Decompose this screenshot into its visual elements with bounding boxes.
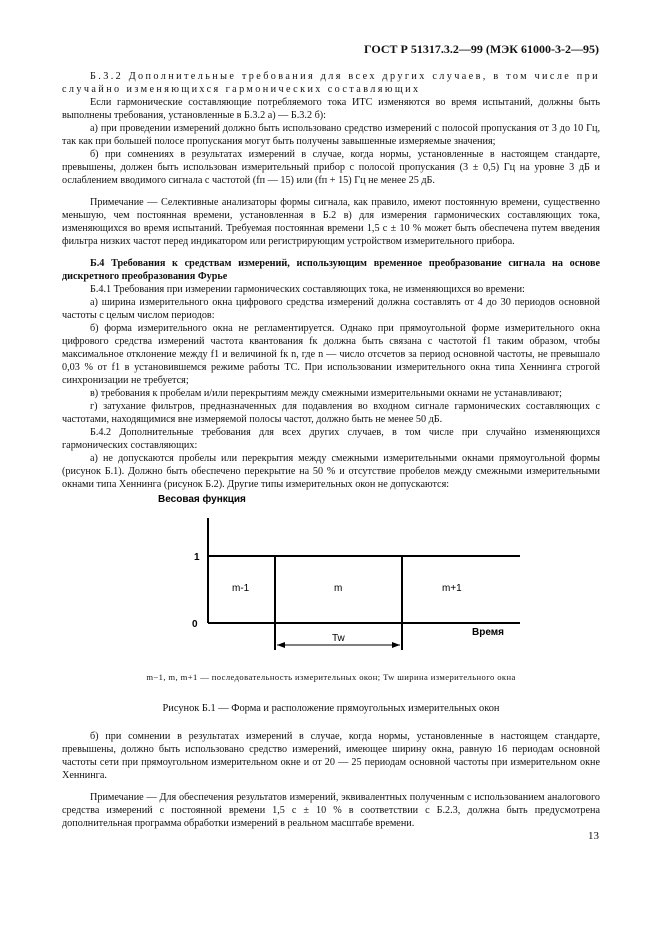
- section-b32-heading: Б.3.2 Дополнительные требования для всех других случаев, в том числе при случайно изменяющихся гармонических составляющих: [62, 71, 600, 95]
- x-axis-label: Время: [472, 627, 504, 638]
- y-tick-1: 1: [194, 552, 200, 563]
- paragraph: а) не допускаются пробелы или перекрытия между смежными измерительными окнами прямоугольной формы (рисунок Б.1). Должно быть обеспечено перекрытие на 50 % и отсутствие пробелов между смежными измерительными окнами типа Хеннинга (рисунок Б.2). Другие типы измерительных окон не допускаются:: [62, 453, 600, 490]
- tw-label: Tw: [332, 633, 345, 644]
- paragraph: б) при сомнении в результатах измерений в случае, когда нормы, установленные в настоящем стандарте, превышены, должно быть использовано средство измерений, имеющее ширину окна, равную 16 периодам основной частоты сети при прямоугольном измерительном окне и от 20 — 25 периодам основной частоты при измерительном окне Хеннинга.: [62, 731, 600, 781]
- window-label-m-1: m-1: [232, 583, 250, 594]
- paragraph: а) ширина измерительного окна цифрового средства измерений должна составлять от 4 до 30 периодов основной частоты с целым числом периодов:: [62, 297, 600, 321]
- document-body: [62, 70, 600, 491]
- paragraph: а) при проведении измерений должно быть использовано средство измерений с полосой пропускания от 3 до 10 Гц, так как при большей полосе пропускания могут быть получены завышенные измеряемые значения;: [62, 123, 600, 147]
- tw-arrow-left: [277, 642, 285, 648]
- note-paragraph: Примечание — Селективные анализаторы формы сигнала, как правило, имеют постоянную времени, существенно меньшую, чем постоянная времени, установленная в Б.2 в) для измерения гармонических составляющих тока, изменяющихся во время испытаний. Требуемая постоянная времени 1,5 с ± 10 % может быть обеспечена путем введения фильтра низких частот перед индикатором или регистрирующим устройством измерительного прибора.: [62, 197, 600, 247]
- window-label-m+1: m+1: [442, 583, 462, 594]
- y-axis-label: Весовая функция: [158, 494, 246, 505]
- document-body-continued: [62, 730, 600, 830]
- section-b4-heading: Б.4 Требования к средствам измерений, использующим временное преобразование сигнала на основе дискретного преобразования Фурье: [62, 258, 600, 282]
- figure-caption: Рисунок Б.1 — Форма и расположение прямоугольных измерительных окон: [162, 703, 500, 714]
- tw-arrow-right: [392, 642, 400, 648]
- page-number: 13: [588, 830, 599, 842]
- paragraph: в) требования к пробелам и/или перекрытиям между смежными измерительными окнами не устанавливают;: [90, 388, 562, 399]
- window-label-m: m: [334, 583, 343, 594]
- paragraph: Если гармонические составляющие потребляемого тока ИТС изменяются во время испытаний, должны быть выполнены требования, установленные в Б.3.2 а) — Б.3.2 б):: [62, 97, 600, 121]
- paragraph: Б.4.2 Дополнительные требования для всех других случаев, в том числе при случайно изменяющихся гармонических составляющих:: [62, 427, 600, 451]
- paragraph: б) при сомнениях в результатах измерений в случае, когда нормы, установленные в настоящем стандарте, превышены, должен быть использован измерительный прибор с полосой пропускания (3 ± 0,5) Гц на уровне 3 дБ и ослаблением вводимого сигнала с частотой (fп — 15) или (fп + 15) Гц не менее 25 дБ.: [62, 149, 600, 186]
- note-paragraph: Примечание — Для обеспечения результатов измерений, эквивалентных полученным с использованием аналогового средства измерений с постоянной времени 1,5 с ± 10 % в соответствии с Б.2.3, должна быть предусмотрена дополнительная программа обработки измерений в реальном масштабе времени.: [62, 792, 600, 829]
- paragraph: г) затухание фильтров, предназначенных для подавления во входном сигнале гармонических составляющих с частотами, находящимися вне измеряемой полосы частот, должно быть не менее 50 дБ.: [62, 401, 600, 425]
- y-tick-0: 0: [192, 619, 198, 630]
- paragraph: б) форма измерительного окна не регламентируется. Однако при прямоугольной форме измерительного окна цифрового средства измерений частота квантования fк должна быть связана с частотой f1 таким образом, чтобы максимальное отклонение между f1 и величиной fк n, где n — число отсчетов за период основной частоты, не превышало 0,03 % от f1 в установившемся режиме работы ТС. При использовании измерительного окна типа Хеннинга строгой синхронизации не требуется;: [62, 323, 600, 386]
- paragraph: Б.4.1 Требования при измерении гармонических составляющих тока, не изменяющихся во времени:: [90, 284, 525, 295]
- figure-note: m−1, m, m+1 — последовательность измерительных окон; Tw ширина измерительного окна: [146, 672, 516, 682]
- figure-b1-chart: [120, 490, 540, 660]
- page-header: ГОСТ Р 51317.3.2—99 (МЭК 61000-3-2—95): [364, 42, 599, 56]
